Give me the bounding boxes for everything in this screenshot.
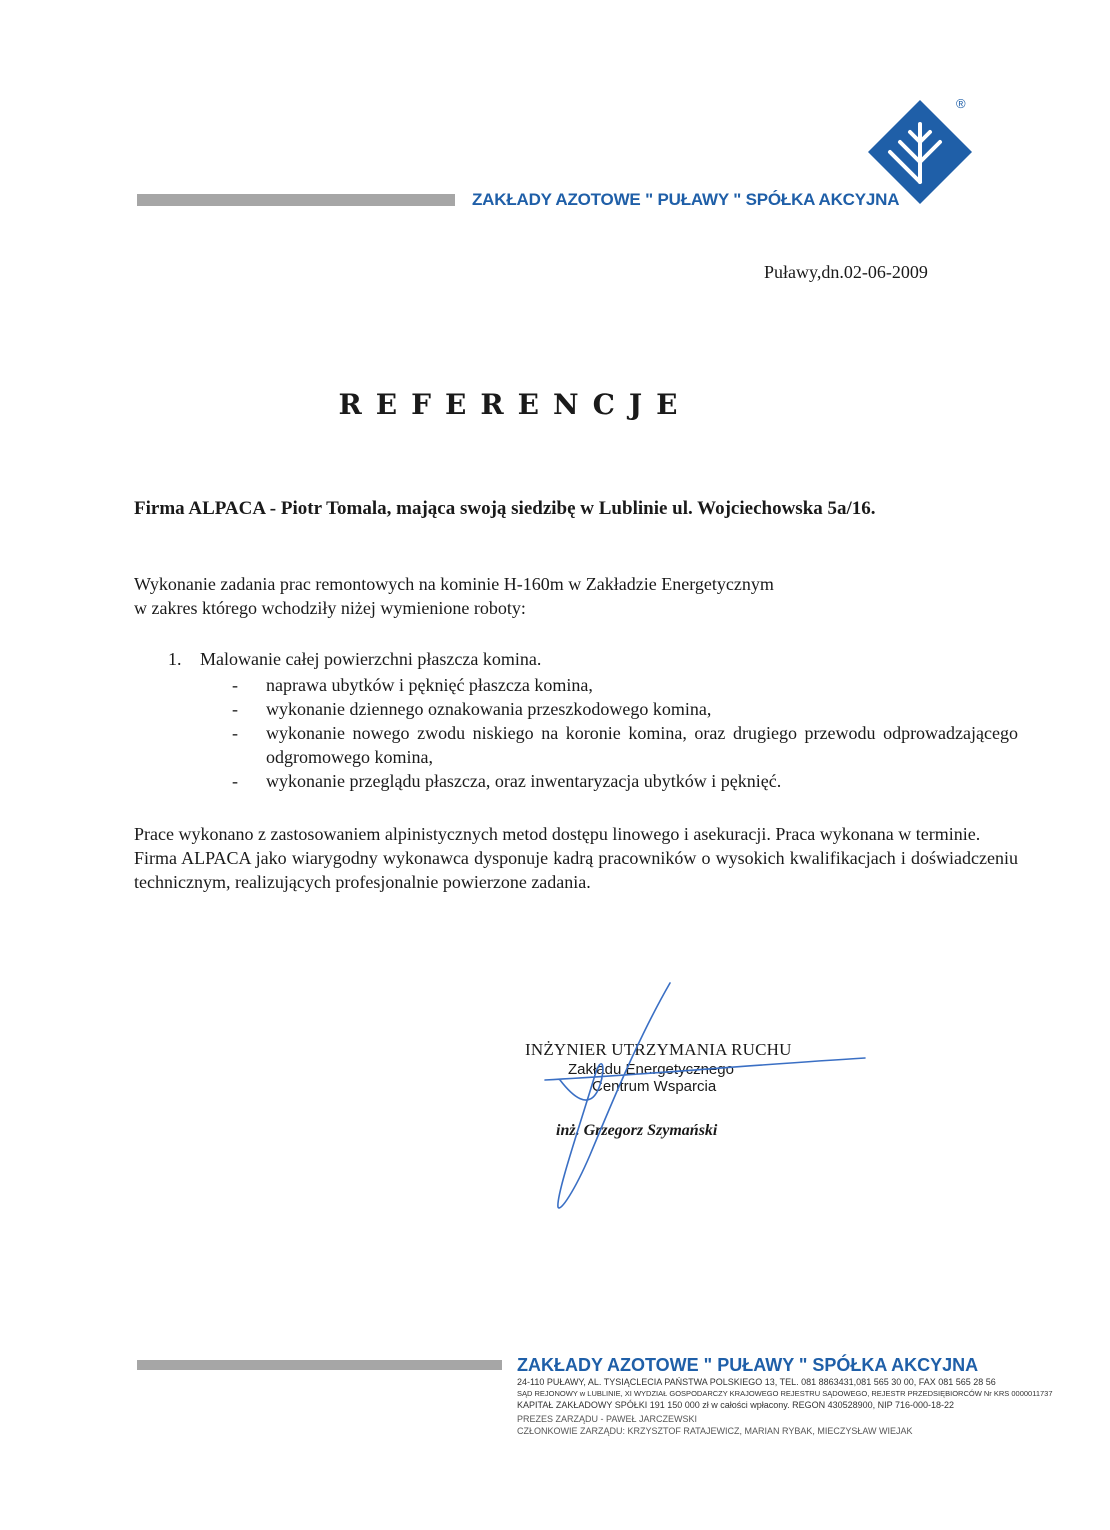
intro-paragraph	[134, 572, 934, 620]
stamp-title: INŻYNIER UTRZYMANIA RUCHU	[525, 1040, 792, 1059]
footer-board: CZŁONKOWIE ZARZĄDU: KRZYSZTOF RATAJEWICZ, MARIAN RYBAK, MIECZYSŁAW WIEJAK	[517, 1426, 913, 1436]
footer-bar	[137, 1360, 502, 1370]
footer-company: ZAKŁADY AZOTOWE " PUŁAWY " SPÓŁKA AKCYJNA	[517, 1355, 979, 1375]
closing-text: Firma ALPACA jako wiarygodny wykonawca dysponuje kadrą pracowników o wysokich kwalifikacjach i doświadczeniu technicznym, realizujących profesjonalnie powierzone zadania.	[134, 848, 1018, 892]
footer-capital: KAPITAŁ ZAKŁADOWY SPÓŁKI 191 150 000 zł w całości wpłacony. REGON 430528900, NIP 716-000-18-22	[517, 1400, 955, 1410]
list-item-text: wykonanie dziennego oznakowania przeszkodowego komina,	[266, 699, 712, 719]
list-number: 1.	[168, 649, 182, 669]
list-item-text: naprawa ubytków i pęknięć płaszcza komina,	[266, 675, 593, 695]
intro-line: w zakres którego wchodziły niżej wymienione roboty:	[134, 598, 526, 618]
dash-marker: -	[232, 771, 238, 791]
document-title: REFERENCJE	[338, 388, 692, 421]
dash-marker: -	[232, 699, 238, 719]
list-item	[232, 769, 1018, 793]
handwritten-signature	[520, 975, 880, 1215]
list-item-text: wykonanie nowego zwodu niskiego na koronie komina, oraz drugiego przewodu odprowadzającego odgromowego komina,	[266, 723, 1018, 767]
stamp-name: inż. Grzegorz Szymański	[556, 1122, 718, 1139]
firm-paragraph: Firma ALPACA - Piotr Tomala, mająca swoją siedzibę w Lublinie ul. Wojciechowska 5a/16.	[134, 498, 876, 519]
closing-paragraph	[134, 822, 1018, 894]
stamp-department: Zakładu Energetycznego	[568, 1061, 734, 1078]
footer-court-registry: SĄD REJONOWY w LUBLINIE, XI WYDZIAŁ GOSPODARCZY KRAJOWEGO REJESTRU SĄDOWEGO, REJESTR PRZEDSIĘBIORCÓW Nr KRS 0000011737	[517, 1389, 1053, 1398]
letterhead-bar	[137, 194, 455, 206]
list-item	[232, 673, 1018, 697]
intro-line: Wykonanie zadania prac remontowych na kominie H-160m w Zakładzie Energetycznym	[134, 574, 774, 594]
closing-text: Prace wykonano z zastosowaniem alpinistycznych metod dostępu linowego i asekuracji. Praca wykonana w terminie.	[134, 824, 981, 844]
dash-marker: -	[232, 675, 238, 695]
stamp-unit: Centrum Wsparcia	[592, 1078, 717, 1095]
letter-date: Puławy,dn.02-06-2009	[764, 262, 928, 282]
registered-mark: ®	[956, 96, 966, 111]
work-list	[232, 673, 1018, 793]
list-main-item: Malowanie całej powierzchni płaszcza komina.	[200, 649, 542, 669]
footer-president: PREZES ZARZĄDU - PAWEŁ JARCZEWSKI	[517, 1414, 698, 1424]
letterhead-company: ZAKŁADY AZOTOWE " PUŁAWY " SPÓŁKA AKCYJNA	[472, 190, 900, 209]
footer-address: 24-110 PUŁAWY, AL. TYSIĄCLECIA PAŃSTWA POLSKIEGO 13, TEL. 081 8863431,081 565 30 00, FAX 081 565 28 56	[517, 1377, 996, 1387]
list-item	[232, 697, 1018, 721]
list-item	[232, 721, 1018, 769]
list-item-text: wykonanie przeglądu płaszcza, oraz inwentaryzacja ubytków i pęknięć.	[266, 771, 782, 791]
dash-marker: -	[232, 723, 238, 743]
